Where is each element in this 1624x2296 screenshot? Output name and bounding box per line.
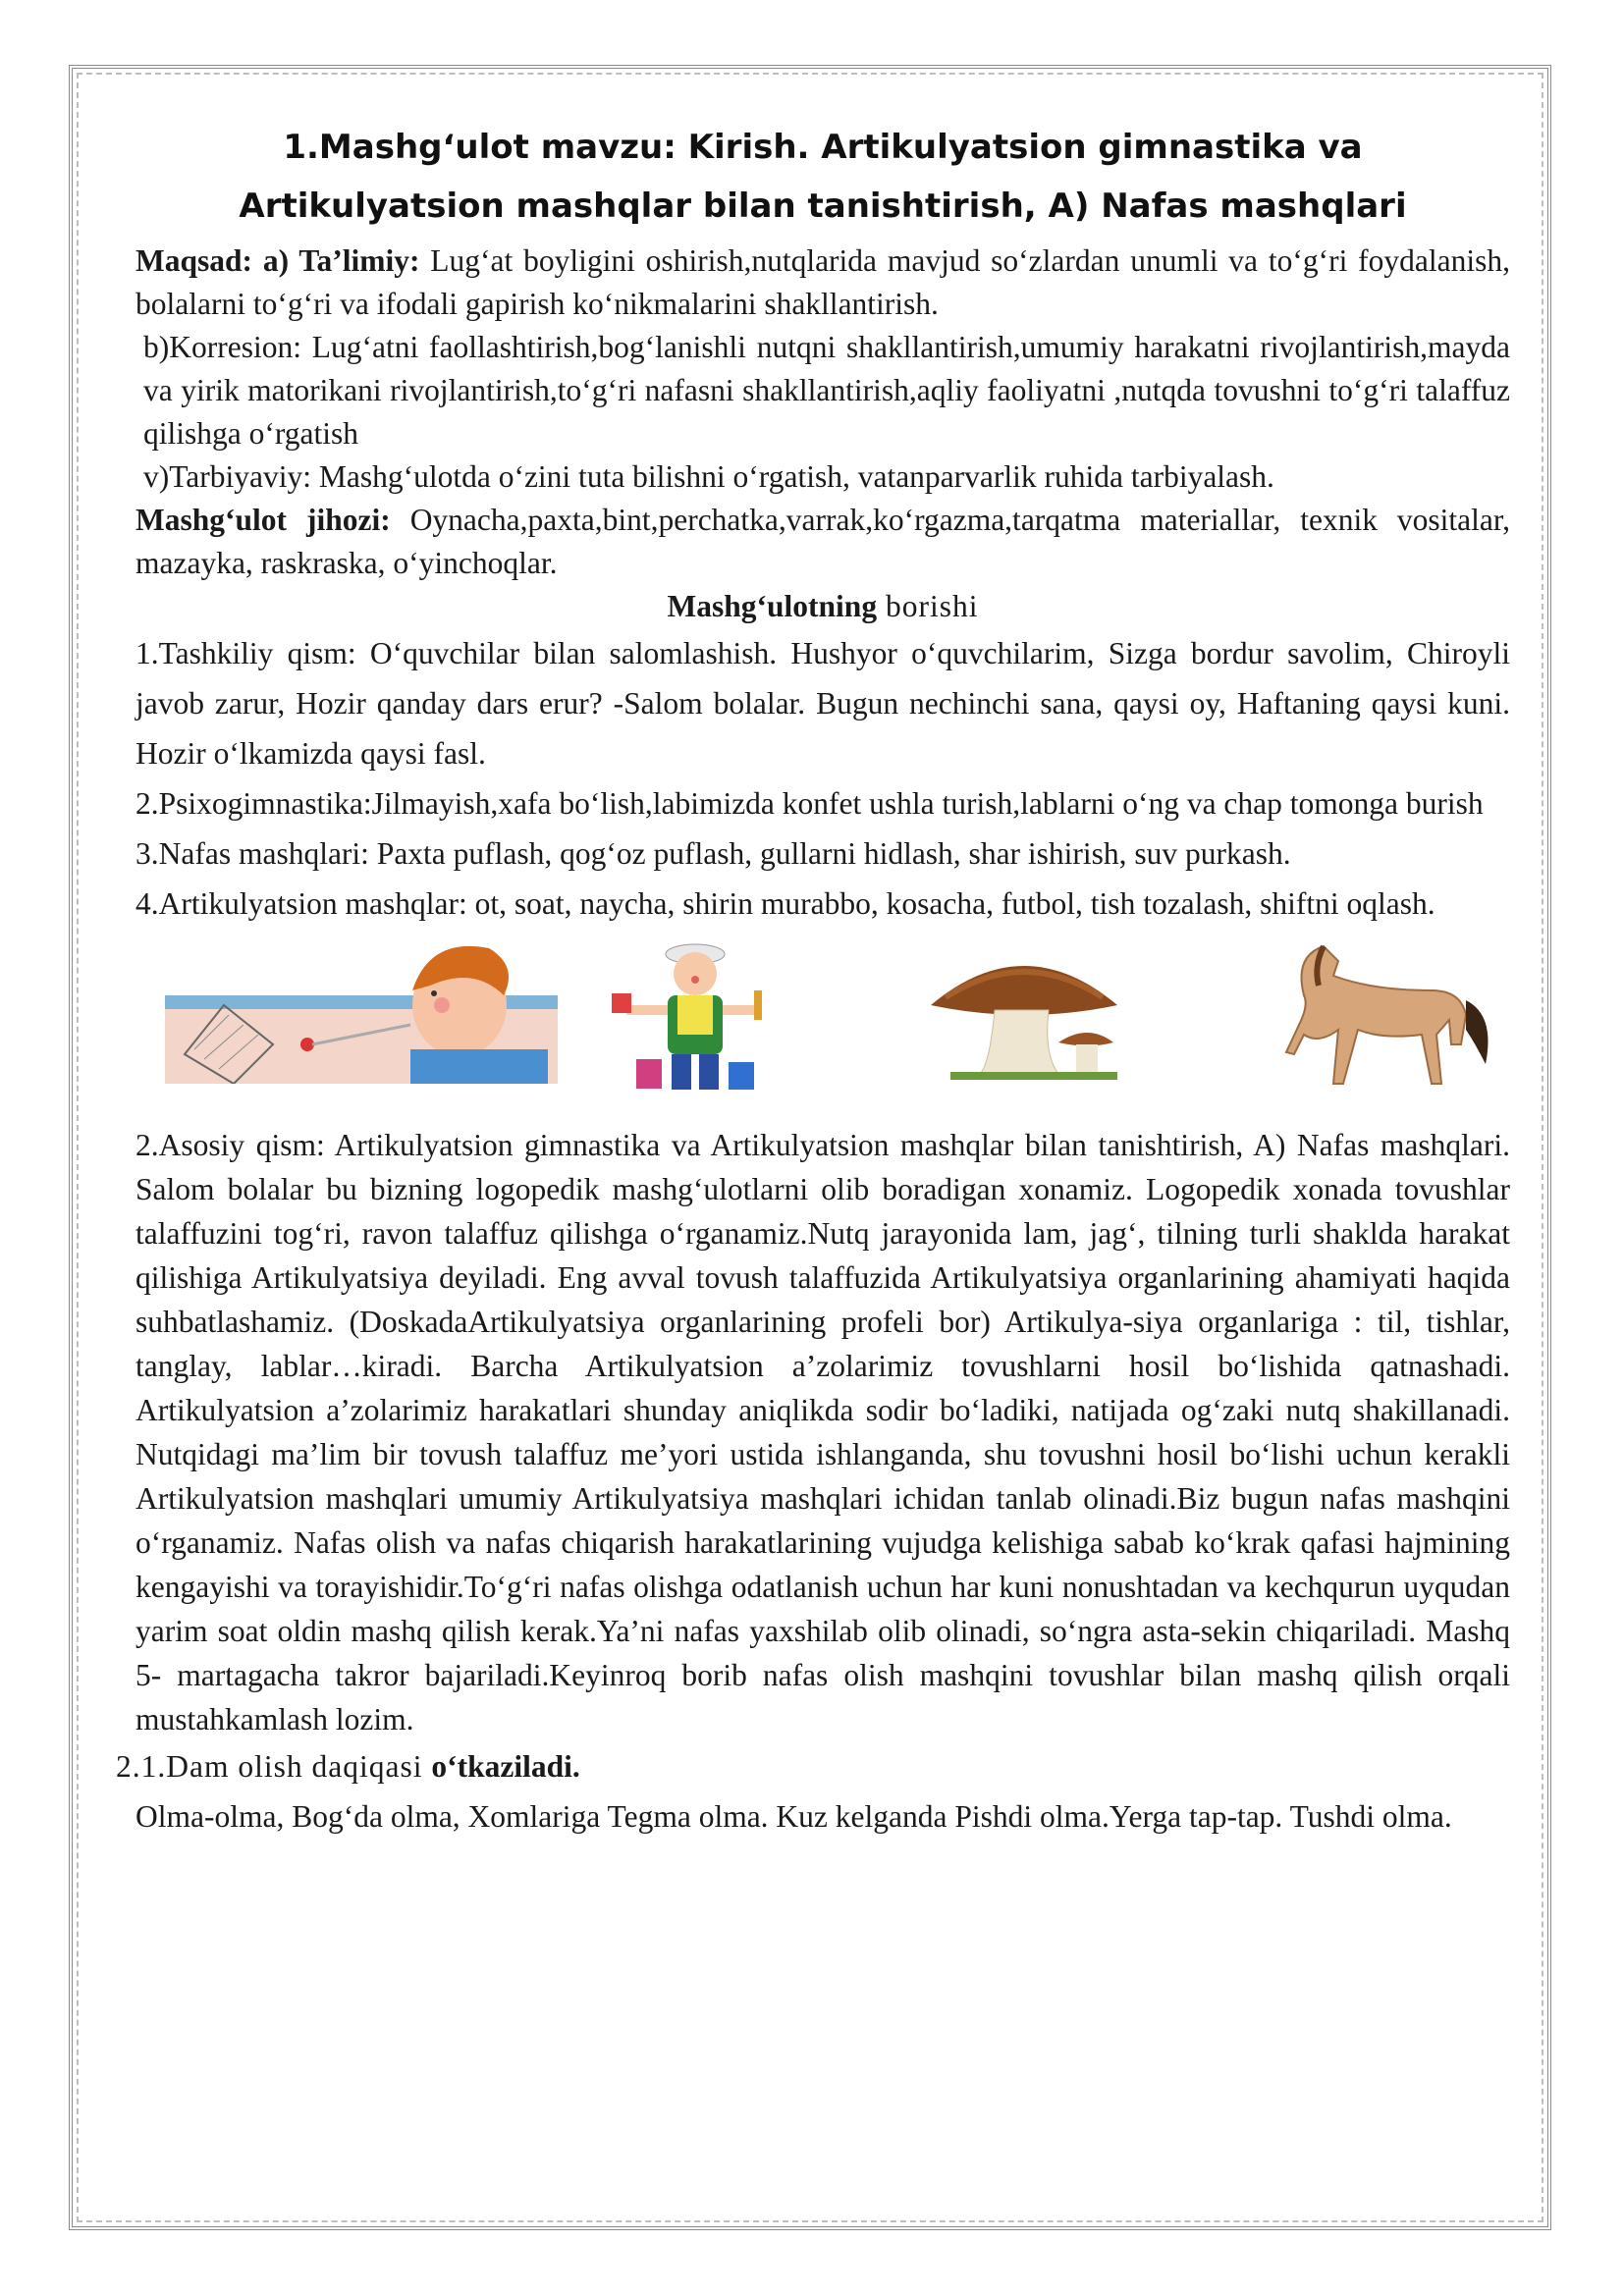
maqsad-tarbiyaviy: v)Tarbiyaviy: Mashg‘ulotda o‘zini tuta bilishni o‘rgatish, vatanparvarlik ruhida tarbiyalash. [143, 459, 1274, 494]
rhyme-paragraph: Olma-olma, Bog‘da olma, Xomlariga Tegma olma. Kuz kelganda Pishdi olma.Yerga tap-tap. Tushdi olma. [135, 1799, 1452, 1834]
step-2: 2.Psixogimnastika:Jilmayish,xafa bo‘lish,labimizda konfet ushla turish,lablarni o‘ng va chap tomonga burish [135, 786, 1484, 821]
maqsad-korresion: b)Korresion: Lug‘atni faollashtirish,bog‘lanishli nutqni shakllantirish,umumiy harakatni rivojlantirish,mayda va yirik matorikani rivojlantirish,to‘g‘ri nafasni shakllantirish,aqliy faoliyatni ,nutqda tovushni to‘g‘ri talaffuz qilishga o‘rgatish [143, 330, 1510, 451]
maqsad-paragraph [135, 240, 1510, 326]
horse-image [1265, 936, 1500, 1094]
jihoz-paragraph [135, 499, 1510, 585]
maqsad-label: Maqsad: a) Ta’limiy: [135, 243, 420, 278]
title-line-2: Artikulyatsion mashqlar bilan tanishtirish, A) Nafas mashqlari [239, 187, 1407, 226]
jihoz-label: Mashg‘ulot jihozi: [135, 503, 391, 537]
asosiy-qism: 2.Asosiy qism: Artikulyatsion gimnastika va Artikulyatsion mashqlar bilan tanishtirish, A) Nafas mashqlari. Salom bolalar bu bizning logopedik mashg‘ulotlarni olib boradigan xonamiz. Logopedik xonada tovushlar talaffuzini tog‘ri, ravon talaffuz qilishga o‘rganamiz.Nutq jarayonida lam, jag‘, tilning turli shaklda harakat qilishiga Artikulyatsiya deyiladi. Eng avval tovush talaffuzida Artikulyatsiya organlarining ahamiyati haqida suhbatlashamiz. (DoskadaArtikulyatsiya organlarining profeli bor) Artikulya-siya organlariga : til, tishlar, tanglay, lablar…kiradi. Barcha Artikulyatsion a’zolarimiz tovushlarni hosil bo‘lishida qatnashadi. Artikulyatsion a’zolarimiz harakatlari shunday aniqlikda sodir bo‘ladiki, natijada og‘zaki nutq shakillanadi. Nutqidagi ma’lim bir tovush talaffuz me’yori ustida ishlanganda, shu tovushni hosil bo‘lishi uchun kerakli Artikulyatsion mashqlari umumiy Artikulyatsiya mashqlari ichidan tanlab olinadi.Biz bugun nafas mashqini o‘rganamiz. Nafas olish va nafas chiqarish harakatlarining vujudga kelishiga sabab ko‘krak qafasi hajmining kengayishi va torayishidir.To‘g‘ri nafas olishga odatlanish uchun har kuni nonushtadan va kechqurun uyqudan yarim soat oldin mashq qilish kerak.Ya’ni nafas yaxshilab olib olinadi, so‘ngra asta-sekin chiqariladi. Mashq 5- martagacha takror bajariladi.Keyinroq borib nafas olish mashqini tovushlar bilan mashq qilish orqali mustahkamlash lozim. [135, 1128, 1510, 1736]
maqsad-talimiy: Lug‘at boyligini oshirish,nutqlarida mavjud so‘zlardan unumli va to‘g‘ri foydalanish, bolalarni to‘g‘ri va ifodali gapirish ko‘nikmalarini shakllantirish. [135, 243, 1510, 321]
document-body [116, 118, 1510, 1842]
title-line-1: 1.Mashg‘ulot mavzu: Kirish. Artikulyatsion gimnastika va [283, 128, 1363, 167]
boy-blowing-image [165, 936, 558, 1084]
borishi-heading [135, 585, 1510, 628]
step-4: 4.Artikulyatsion mashqlar: ot, soat, naycha, shirin murabbo, kosacha, futbol, tish tozalash, shiftni oqlash. [135, 886, 1435, 921]
step-3: 3.Nafas mashqlari: Paxta puflash, qog‘oz puflash, gullarni hidlash, shar ishirish, suv purkash. [135, 836, 1291, 871]
dam-olish-line [116, 1741, 1510, 1791]
illustrations-row [135, 936, 1510, 1103]
borishi-bold: Mashg‘ulotning [667, 589, 878, 623]
dam-olish-bold: o‘tkaziladi. [431, 1749, 580, 1784]
dam-olish-text: 2.1.Dam olish daqiqasi [116, 1749, 432, 1784]
jihoz-text: Oynacha,paxta,bint,perchatka,varrak,ko‘rgazma,tarqatma materiallar, texnik vositalar, mazayka, raskraska, o‘yinchoqlar. [135, 503, 1510, 580]
borishi-rest: borishi [877, 589, 979, 623]
step-1: 1.Tashkiliy qism: O‘quvchilar bilan salomlashish. Hushyor o‘quvchilarim, Sizga bordur savolim, Chiroyli javob zarur, Hozir qanday dars erur? -Salom bolalar. Bugun nechinchi sana, qaysi oy, Haftaning qaysi kuni. Hozir o‘lkamizda qaysi fasl. [135, 636, 1510, 771]
mushroom-image [921, 936, 1127, 1084]
painter-image [607, 936, 784, 1094]
